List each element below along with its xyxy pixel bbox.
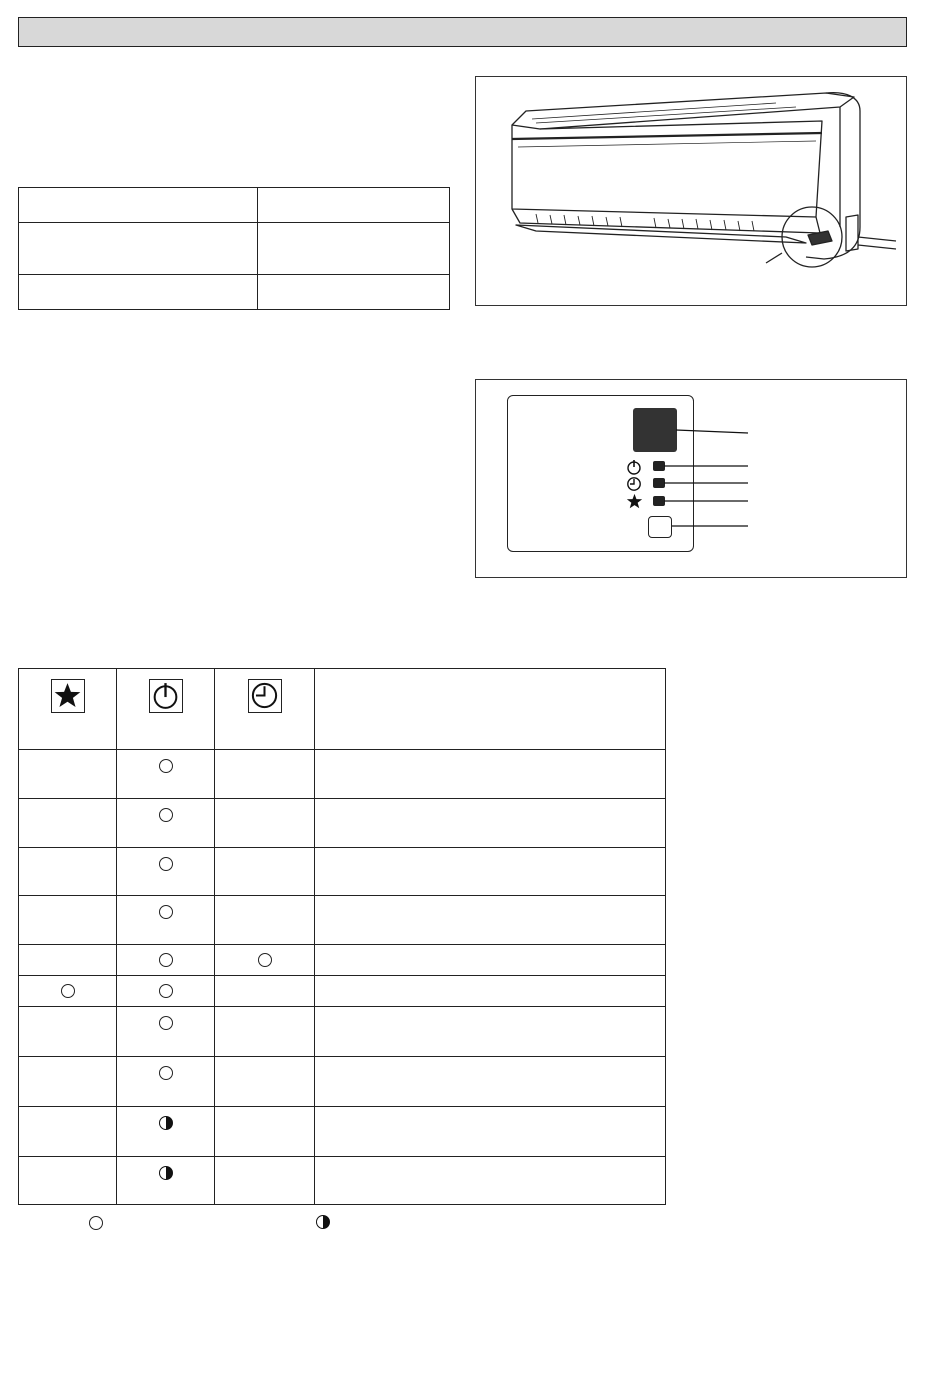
- spec-cell: [258, 223, 450, 275]
- table-row: [19, 799, 666, 848]
- row-description: [315, 848, 666, 896]
- row-description: [315, 1007, 666, 1057]
- row-description: [315, 799, 666, 848]
- lamp-on-icon: [159, 857, 173, 871]
- lamp-on-icon: [61, 984, 75, 998]
- lamp-on-icon: [159, 1016, 173, 1030]
- section-header-bar: [18, 17, 907, 47]
- table-row: [19, 1157, 666, 1205]
- table-row: [19, 896, 666, 945]
- lamp-blink-icon: [159, 1116, 173, 1130]
- table-row: [19, 750, 666, 799]
- star-icon: [51, 679, 85, 713]
- legend-blink-icon: [316, 1215, 330, 1229]
- spec-cell: [258, 188, 450, 223]
- lamp-on-icon: [159, 1066, 173, 1080]
- table-row: [19, 945, 666, 976]
- lamp-on-icon: [159, 759, 173, 773]
- lamp-on-icon: [258, 953, 272, 967]
- header-cell-timer: [215, 669, 315, 750]
- header-cell-star: [19, 669, 117, 750]
- row-description: [315, 945, 666, 976]
- lamp-blink-icon: [159, 1166, 173, 1180]
- power-icon: [149, 679, 183, 713]
- legend-on-icon: [89, 1216, 103, 1230]
- table-row: [19, 976, 666, 1007]
- spec-cell: [19, 275, 258, 310]
- spec-table: [18, 187, 450, 310]
- indoor-unit-illustration: [476, 77, 905, 304]
- row-description: [315, 750, 666, 799]
- lamp-on-icon: [159, 984, 173, 998]
- spec-row: [19, 275, 450, 310]
- row-description: [315, 1107, 666, 1157]
- table-row: [19, 1057, 666, 1107]
- lamp-on-icon: [159, 808, 173, 822]
- spec-cell: [19, 223, 258, 275]
- spec-row: [19, 223, 450, 275]
- spec-cell: [19, 188, 258, 223]
- row-description: [315, 976, 666, 1007]
- display-panel-figure: [475, 379, 907, 578]
- table-row: [19, 1107, 666, 1157]
- indoor-unit-figure: [475, 76, 907, 306]
- callout-lines: [476, 380, 905, 576]
- lamp-on-icon: [159, 953, 173, 967]
- row-description: [315, 1157, 666, 1205]
- header-cell-description: [315, 669, 666, 750]
- spec-row: [19, 188, 450, 223]
- lamp-on-icon: [159, 905, 173, 919]
- header-cell-power: [117, 669, 215, 750]
- row-description: [315, 896, 666, 945]
- timer-icon: [248, 679, 282, 713]
- row-description: [315, 1057, 666, 1107]
- spec-cell: [258, 275, 450, 310]
- indicator-status-table: [18, 668, 666, 1205]
- status-header-row: [19, 669, 666, 750]
- table-row: [19, 1007, 666, 1057]
- table-row: [19, 848, 666, 896]
